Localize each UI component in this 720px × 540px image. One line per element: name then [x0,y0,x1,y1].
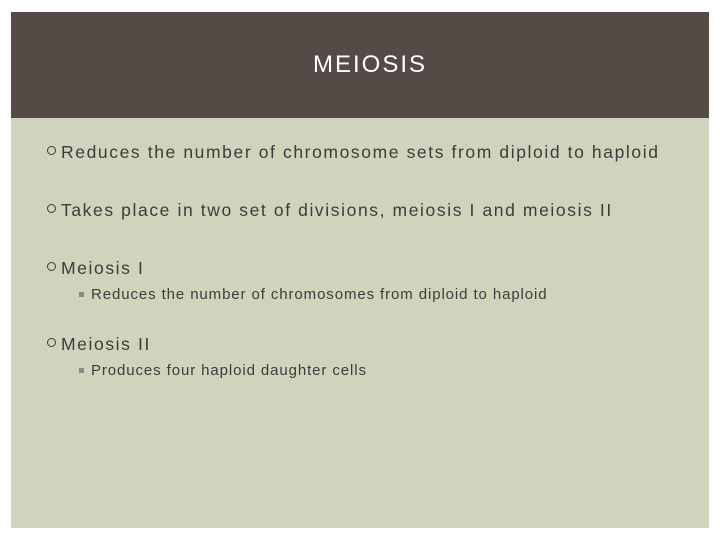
sub-bullet-text: Reduces the number of chromosomes from diploid to haploid [91,286,548,303]
circle-bullet-icon [47,146,56,155]
bullet-text: Takes place in two set of divisions, meiosis I and meiosis II [61,200,613,220]
bullet-list [47,140,687,408]
bullet-item [47,198,687,222]
bullet-item [47,332,687,356]
bullet-text: Meiosis II [61,334,151,354]
slide-title: MEIOSIS [312,51,428,78]
square-bullet-icon [79,292,84,297]
bullet-item [47,256,687,280]
slide [11,12,709,528]
bullet-text: Reduces the number of chromosome sets from diploid to haploid [61,142,660,162]
bullet-text: Meiosis I [61,258,145,278]
square-bullet-icon [79,368,84,373]
sub-bullet-item [79,360,687,382]
circle-bullet-icon [47,262,56,271]
circle-bullet-icon [47,338,56,347]
bullet-item [47,140,687,164]
sub-bullet-item [79,284,687,306]
circle-bullet-icon [47,204,56,213]
title-bar [11,12,709,118]
sub-bullet-text: Produces four haploid daughter cells [91,362,367,379]
